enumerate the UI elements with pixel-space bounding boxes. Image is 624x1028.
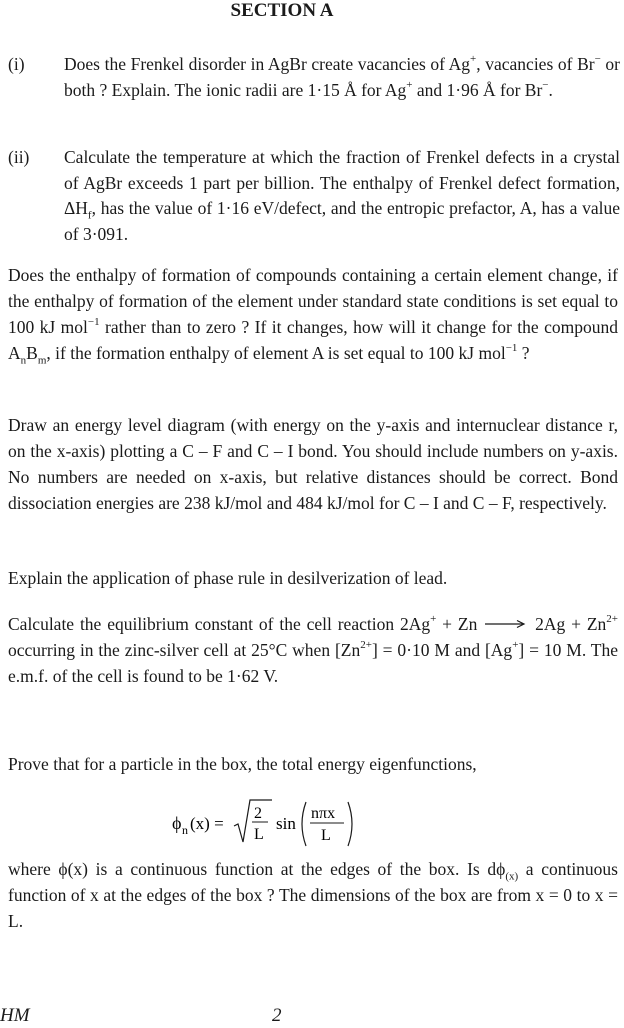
question-phase-rule: Explain the application of phase rule in desilverization of lead. [8,568,448,588]
question-ii-text: Calculate the temperature at which the fraction of Frenkel defects in a crystal of AgBr exceeds 1 part per billion. The enthalpy of Frenkel defect formation, $\Delta H_f$, has the value of 1·16 eV/defect, and the entropic prefactor, A, has a value of 3·091. [64,147,620,244]
eq-frac-num: nπx [311,805,336,822]
eq-arg: (x) = [190,814,224,833]
page-number: 2 [272,1005,282,1026]
eq-sqrt-den: L [254,826,264,843]
question-energy-diagram: Draw an energy level diagram (with energy on the y-axis and internuclear distance r, on the x-axis) plotting a C – F and C – I bond. You should include numbers on y-axis. No numbers are needed on x-axis, but relative distances should be correct. Bond dissociation energies are 238 kJ/mol and 484 kJ/mol for C – I and C – F, respectively. [8,415,618,513]
eq-frac-den: L [321,827,331,844]
question-cell-reaction: Calculate the equilibrium constant of the cell reaction 2Ag+ + Zn $2Ag + Zn^{2+}$ occurring in the zinc-silver cell at 25°C when $[Zn^{2+}] = 0\cdot 10$ M and [Ag+] = 10 M. The e.m.f. of the cell is found to be 1·62 V. [8,611,618,689]
question-particle-intro: Prove that for a particle in the box, the total energy eigenfunctions, [8,754,477,774]
eq-sqrt-num: 2 [254,805,262,822]
footer-code: HM [0,1005,30,1026]
question-ii [8,145,620,247]
eq-sin: sin [276,814,296,833]
question-enthalpy: Does the enthalpy of formation of compounds containing a certain element change, if the enthalpy of formation of the element under standard state conditions is set equal to 100 kJ mol$^{-1}$ rather than to zero ? If it changes, how will it change for the compound $A_nB_m$, if the formation enthalpy of element A is set equal to 100 kJ mol$^{-1}$ ? [8,265,618,367]
question-i-text: Does the Frenkel disorder in AgBr create vacancies of Ag+, vacancies of Br− or both ? Explain. The ionic radii are 1·15 Å for Ag+ and 1·96 Å for Br−. [64,53,620,100]
eq-phi: ϕ [172,813,182,833]
reaction-arrow-icon [483,610,529,636]
question-i [8,52,620,103]
question-i-label: (i) [8,54,25,74]
question-particle-continuity: where ϕ(x) is a continuous function at the edges of the box. Is $d\phi_{(x)}$ a continuous function of x at the edges of the box ? The dimensions of the box are from x = 0 to x = L. [8,859,618,931]
section-heading: SECTION A [230,0,334,21]
question-ii-label: (ii) [8,147,30,167]
eigenfunction-equation [172,794,372,854]
eq-sub-n: n [182,823,188,837]
